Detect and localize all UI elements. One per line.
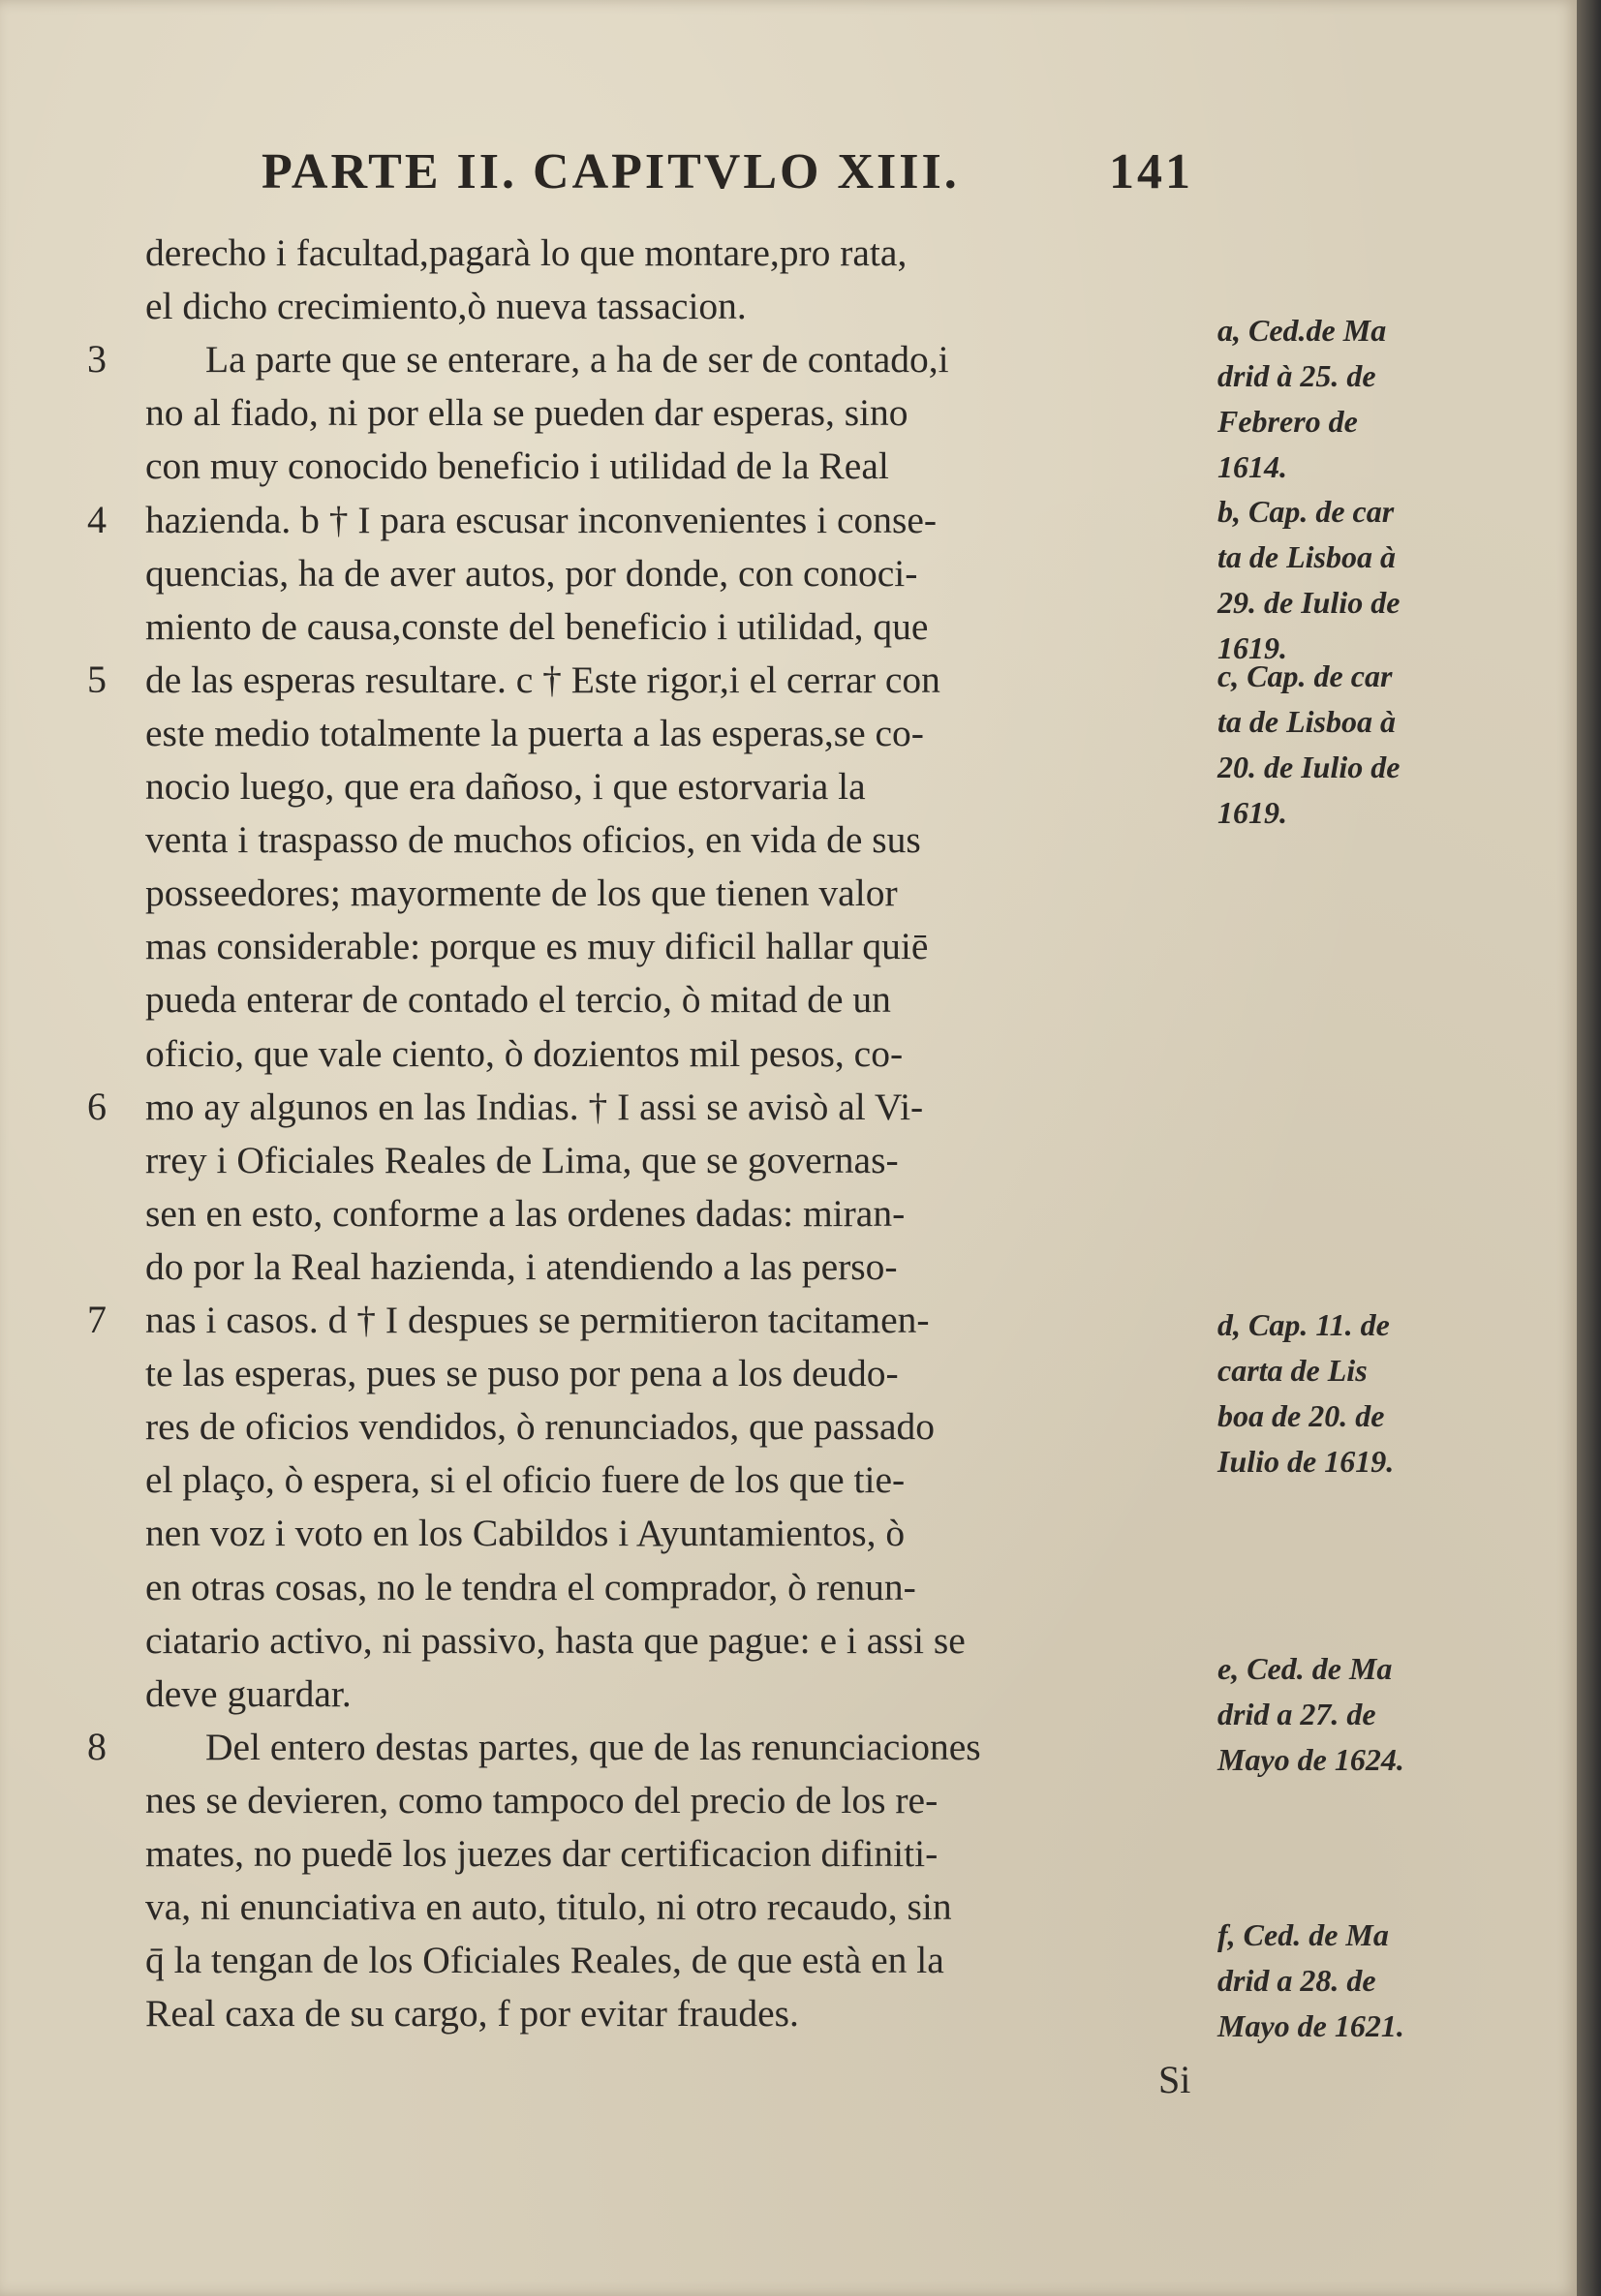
margin-note-line: ta de Lisboa à [1217,704,1396,739]
text-line: el dicho crecimiento,ò nueva tassacion. [145,285,747,328]
paragraph-number: 5 [87,657,107,701]
paragraph-number: 6 [87,1084,107,1128]
text-line: rrey i Oficiales Reales de Lima, que se governas- [145,1138,899,1181]
text-line: do por la Real hazienda, i atendiendo a las perso- [145,1244,898,1288]
text-line: ciatario activo, ni passivo, hasta que pague: e i assi se [145,1618,966,1662]
margin-note-line: Iulio de 1619. [1217,1444,1395,1479]
margin-note-line: 20. de Iulio de [1217,750,1401,784]
margin-note-line: carta de Lis [1217,1353,1368,1388]
text-line: venta i traspasso de muchos oficios, en vida de sus [145,818,921,862]
paragraph-number: 4 [87,497,107,541]
text-line: derecho i facultad,pagarà lo que montare,pro rata, [145,231,908,274]
text-line: La parte que se enterare, a ha de ser de contado,i [205,338,949,382]
text-line: nas i casos. d † I despues se permitieron tacitamen- [145,1299,930,1341]
text-line: mo ay algunos en las Indias. † I assi se avisò al Vi- [145,1085,924,1128]
text-line: res de oficios vendidos, ò renunciados, que passado [145,1405,936,1449]
text-line: de las esperas resultare. c † Este rigor,i el cerrar con [145,658,940,701]
margin-note-line: d, Cap. 11. de [1217,1307,1390,1342]
text-line: hazienda. b † I para escusar inconvenientes i conse- [145,498,938,541]
margin-note-line: b, Cap. de car [1217,494,1395,529]
margin-note-line: boa de 20. de [1217,1398,1385,1433]
text-line: deve guardar. [145,1671,352,1715]
margin-note-line: c, Cap. de car [1217,658,1393,693]
margin-note-line: drid a 27. de [1217,1697,1376,1731]
text-line: no al fiado, ni por ella se pueden dar esperas, sino [145,391,908,435]
margin-note-line: drid a 28. de [1217,1963,1376,1998]
text-line: mas considerable: porque es muy dificil hallar quiē [145,925,929,968]
paragraph-number: 7 [87,1298,107,1341]
text-line: posseedores; mayormente de los que tienen valor [145,872,898,915]
text-line: va, ni enunciativa en auto, titulo, ni otro recaudo, sin [145,1885,952,1929]
folio-number: 141 [1109,144,1193,199]
margin-note-line: 29. de Iulio de [1217,585,1401,620]
text-line: el plaço, ò espera, si el oficio fuere de los que tie- [145,1458,906,1502]
text-line: Del entero destas partes, que de las renunciaciones [205,1725,981,1768]
text-line: nen voz i voto en los Cabildos i Ayuntamientos, ò [145,1512,906,1555]
page-header [262,143,1211,211]
margin-note-line: 1619. [1217,795,1287,830]
margin-note-line: 1614. [1217,449,1287,484]
margin-note-line: Febrero de [1217,404,1358,439]
paragraph-number: 3 [87,337,107,382]
text-line: Real caxa de su cargo, f por evitar fraudes. [145,1992,799,2036]
text-line: q̄ la tengan de los Oficiales Reales, de que està en la [145,1939,944,1982]
margin-note-line: Mayo de 1624. [1217,1742,1404,1777]
margin-note-line: a, Ced.de Ma [1217,313,1387,348]
text-line: con muy conocido beneficio i utilidad de la Real [145,444,889,488]
text-line: quencias, ha de aver autos, por donde, con conoci- [145,551,918,595]
text-line: oficio, que vale ciento, ò dozientos mil pesos, co- [145,1031,904,1075]
text-line: este medio totalmente la puerta a las esperas,se co- [145,711,924,754]
margin-note-line: e, Ced. de Ma [1217,1651,1393,1686]
page-edge-shadow [1577,0,1601,2296]
margin-note-line: drid à 25. de [1217,358,1376,393]
margin-note-line: 1619. [1217,630,1287,665]
catchword: Si [1158,2058,1191,2101]
margin-note-line: ta de Lisboa à [1217,539,1396,574]
text-line: te las esperas, pues se puso por pena a los deudo- [145,1352,899,1395]
text-line: mates, no puedē los juezes dar certificacion difiniti- [145,1832,939,1875]
paragraph-number: 8 [87,1724,107,1768]
text-line: nes se devieren, como tampoco del precio de los re- [145,1778,939,1821]
running-title: PARTE II. CAPITVLO XIII. [262,144,960,199]
text-line: sen en esto, conforme a las ordenes dadas: miran- [145,1191,906,1235]
text-line: en otras cosas, no le tendra el comprador, ò renun- [145,1565,916,1608]
margin-note-line: f, Ced. de Ma [1217,1917,1389,1952]
text-line: pueda enterar de contado el tercio, ò mitad de un [145,978,891,1022]
text-line: miento de causa,conste del beneficio i utilidad, que [145,604,929,648]
margin-note-line: Mayo de 1621. [1217,2008,1404,2043]
text-line: nocio luego, que era dañoso, i que estorvaria la [145,765,866,808]
